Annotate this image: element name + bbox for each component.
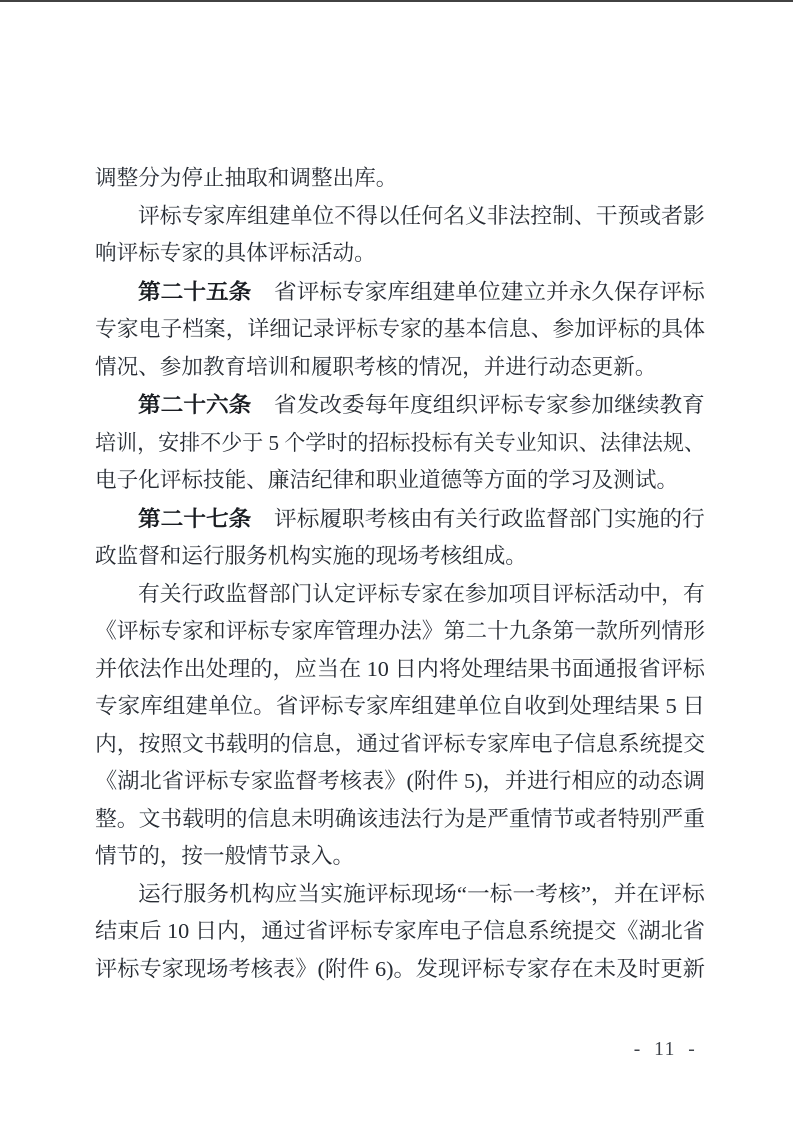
article-number: 第二十五条: [138, 278, 252, 304]
text-line: [95, 876, 705, 914]
text-line: [95, 951, 705, 989]
text-line-content: [95, 235, 376, 273]
text-line: [95, 763, 705, 801]
text-segment: 培训，安排不少于 5 个学时的招标投标有关专业知识、法律法规、: [95, 430, 705, 455]
text-line-content: [95, 538, 527, 576]
text-line: [95, 462, 705, 500]
scan-edge-line: [0, 0, 793, 2]
text-segment: 电子化评标技能、廉洁纪律和职业道德等方面的学习及测试。: [95, 468, 679, 492]
text-line-content: [95, 838, 354, 876]
text-line-content: [138, 576, 705, 614]
text-line-content: [138, 500, 705, 539]
text-line-content: [138, 386, 705, 425]
text-line: [95, 651, 705, 689]
text-line: [95, 311, 705, 349]
text-segment: 结束后 10 日内，通过省评标专家库电子信息系统提交《湖北省: [95, 919, 705, 943]
text-line-content: [138, 198, 705, 236]
text-line: [95, 613, 705, 651]
text-line-content: [95, 726, 705, 764]
text-line: [95, 160, 705, 198]
text-line: [95, 538, 705, 576]
text-line-content: [95, 311, 705, 349]
article-number: 第二十七条: [138, 505, 252, 531]
article-number: 第二十六条: [138, 392, 252, 417]
text-line-content: [95, 801, 705, 839]
text-line-content: [138, 273, 705, 312]
text-segment: 运行服务机构应当实施评标现场“一标一考核”，并在评标: [138, 881, 705, 906]
text-segment: 响评标专家的具体评标活动。: [95, 241, 376, 265]
text-line-content: [95, 613, 705, 651]
text-segment: 评标专家现场考核表》(附件 6)。发现评标专家存在未及时更新: [95, 956, 705, 981]
text-segment: 有关行政监督部门认定评标专家在参加项目评标活动中，有: [138, 581, 705, 606]
text-line: [95, 386, 705, 425]
text-segment: 省评标专家库组建单位建立并永久保存评标: [251, 279, 705, 304]
text-line: [95, 273, 705, 312]
text-line: [95, 198, 705, 236]
page-number: - 11 -: [633, 1039, 697, 1060]
text-segment: 专家库组建单位。省评标专家库组建单位自收到处理结果 5 日: [95, 694, 705, 718]
text-line-content: [138, 876, 705, 914]
text-line-content: [95, 425, 705, 463]
text-line: [95, 688, 705, 726]
text-segment: 《评标专家和评标专家库管理办法》第二十九条第一款所列情形: [95, 619, 705, 643]
text-line: [95, 425, 705, 463]
text-segment: 评标履职考核由有关行政监督部门实施的行: [251, 506, 705, 531]
text-line: [95, 500, 705, 539]
text-segment: 政监督和运行服务机构实施的现场考核组成。: [95, 544, 527, 568]
text-line: [95, 726, 705, 764]
text-block: [95, 160, 705, 988]
text-segment: 调整分为停止抽取和调整出库。: [95, 166, 398, 190]
text-line: [95, 576, 705, 614]
text-line-content: [95, 160, 397, 198]
text-line-content: [95, 763, 705, 801]
text-segment: 专家电子档案，详细记录评标专家的基本信息、参加评标的具体: [95, 317, 705, 341]
text-segment: 情况、参加教育培训和履职考核的情况，并进行动态更新。: [95, 354, 657, 379]
text-line: [95, 913, 705, 951]
text-line-content: [95, 462, 678, 500]
text-line-content: [95, 349, 656, 387]
text-segment: 《湖北省评标专家监督考核表》(附件 5)，并进行相应的动态调: [95, 769, 705, 793]
text-segment: 省发改委每年度组织评标专家参加继续教育: [251, 393, 705, 417]
text-segment: 情节的，按一般情节录入。: [95, 844, 355, 868]
text-line-content: [95, 688, 705, 726]
text-line: [95, 349, 705, 387]
text-line: [95, 801, 705, 839]
text-segment: 评标专家库组建单位不得以任何名义非法控制、干预或者影: [138, 203, 705, 228]
text-line: [95, 235, 705, 273]
text-segment: 并依法作出处理的，应当在 10 日内将处理结果书面通报省评标: [95, 656, 705, 681]
text-line: [95, 838, 705, 876]
text-line-content: [95, 951, 705, 989]
text-segment: 内，按照文书载明的信息，通过省评标专家库电子信息系统提交: [95, 731, 705, 756]
text-line-content: [95, 651, 705, 689]
text-segment: 整。文书载明的信息未明确该违法行为是严重情节或者特别严重: [95, 806, 705, 831]
text-line-content: [95, 913, 705, 951]
